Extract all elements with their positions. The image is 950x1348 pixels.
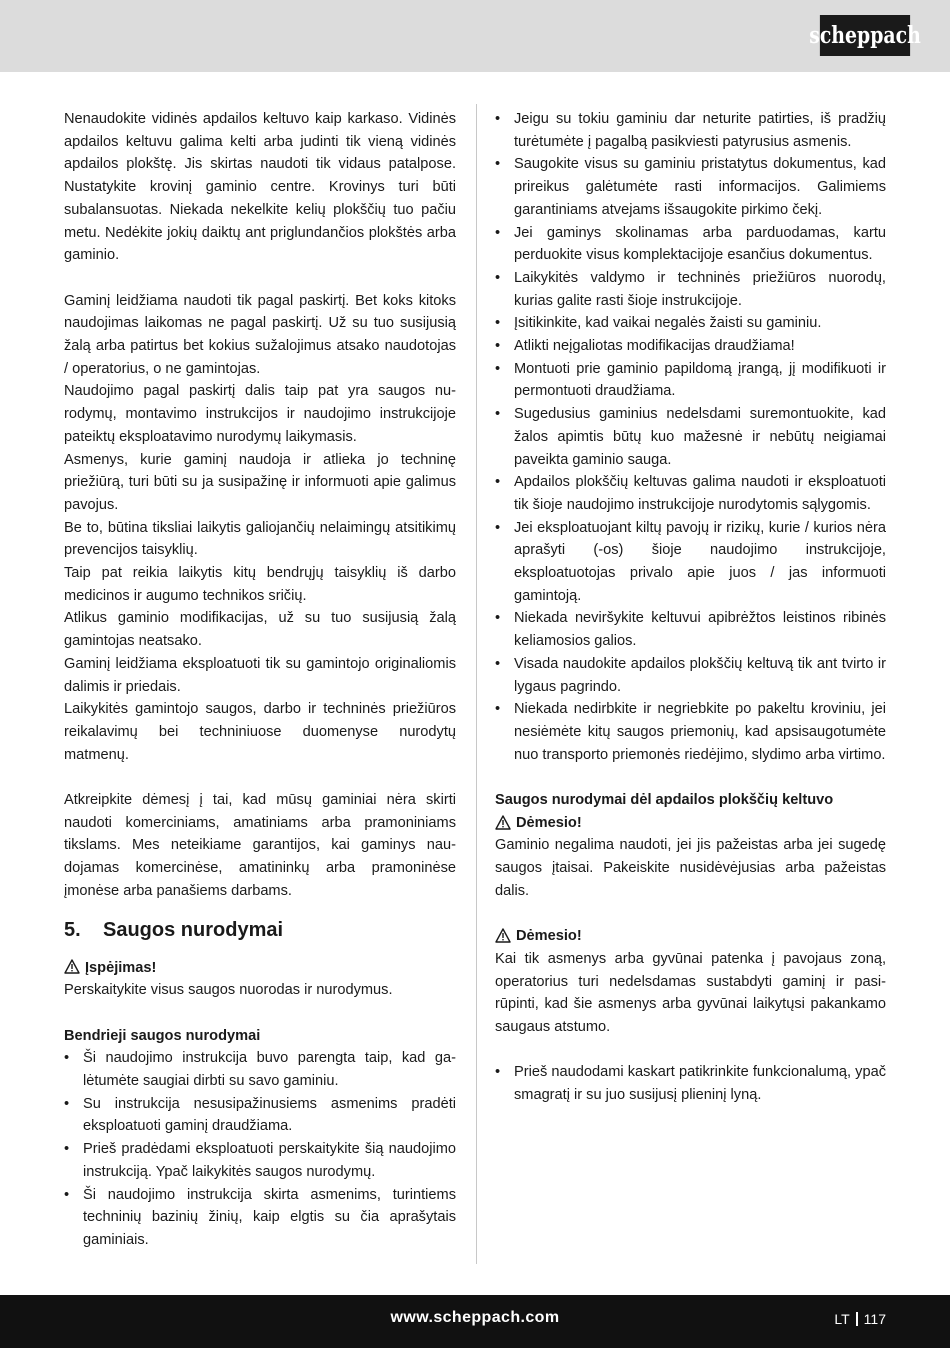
footer-band — [0, 1295, 950, 1348]
list-item: • Ši naudojimo instrukcija buvo parengta taip, kad galėtumėte saugiai dirbti su savo gaminiu. — [64, 1047, 456, 1092]
warning-icon — [495, 815, 511, 830]
header-band — [0, 0, 950, 72]
column-divider — [476, 104, 477, 1264]
paragraph: Laikykitės gamintojo saugos, darbo ir techninės priežiūros reikalavimų bei techniniuose duomenyse nurodytų matmenų. — [64, 701, 456, 763]
bullet-list — [64, 1047, 456, 1251]
attention-label: Dėmesio! — [516, 814, 582, 831]
paragraph: Taip pat reikia laikytis kitų bendrųjų taisyklių iš darbo medicinos ir augumo technikos sričių. — [64, 565, 456, 604]
scheppach-logo: scheppach — [820, 15, 910, 56]
paragraph: Gaminį leidžiama naudoti tik pagal paskirtį. Bet koks kitoks naudojimas laikomas ne pagal paskirtį. Už su tuo susijusią žalą arba patirtus bet kokius sužalojimus atsako naudotojas / operatorius, o ne gamintojas. — [64, 292, 456, 377]
page-indicator — [834, 1311, 886, 1327]
paragraph: Atkreipkite dėmesį į tai, kad mūsų gaminiai nėra skirti naudoti komerciniams, amatiniams arba pramoniniams tikslams. Mes neteikiame garantijos, kai gaminys naudojamas komercinėse, amatininkų arba pramoninėse įmonėse arba panašiems darbams. — [64, 792, 456, 899]
paragraph: Be to, būtina tiksliai laikytis galiojančių nelaimingų atsitikimų prevencijos taisyklių. — [64, 519, 456, 559]
list-item: • Prieš naudodami kaskart patikrinkite funkcionalumą, ypač smagratį ir su juo susijusį plieninį lyną. — [495, 1061, 886, 1106]
paragraph: Asmenys, kurie gaminį naudoja ir atlieka jo techninę priežiūrą, turi būti su ja susipažinę ir informuoti apie galimus pavojus. — [64, 451, 456, 513]
section-number: 5. — [64, 918, 81, 941]
list-item: • Montuoti prie gaminio papildomą įrangą, jį modifikuoti ir permontuoti draudžiama. — [495, 358, 886, 403]
attention-heading — [495, 925, 886, 948]
subheading: Saugos nurodymai dėl apdailos plokščių keltuvo — [495, 792, 834, 809]
warning-label: Įspėjimas! — [85, 959, 157, 976]
warning-icon — [64, 959, 80, 974]
list-item: • Visada naudokite apdailos plokščių keltuvą tik ant tvirto ir lygaus pagrindo. — [495, 653, 886, 698]
paragraph: Kai tik asmenys arba gyvūnai patenka į pavojaus zoną, operatorius turi nedelsdamas sustabdyti gaminį ir pasirūpinti, kad šie asmenys arba gyvūnai laikytųsi pakankamo saugaus atstumo. — [495, 950, 886, 1036]
section-heading — [64, 917, 456, 943]
section-title: Saugos nurodymai — [103, 918, 284, 941]
list-item: • Laikykitės valdymo ir techninės priežiūros nuorodų, kurias galite rasti šioje instrukcijoje. — [495, 267, 886, 312]
list-item: • Jei eksploatuojant kiltų pavojų ir rizikų, kurie / kurios nėra aprašyti (-os) šioje naudojimo instrukcijoje, eksploatuotojas privalo apie juos / jas informuoti gamintoją. — [495, 517, 886, 608]
page-number: 117 — [863, 1311, 886, 1327]
list-item: • Ši naudojimo instrukcija skirta asmenims, turintiems techninių bazinių žinių, kaip elgtis su čia aprašytais gaminiais. — [64, 1184, 456, 1252]
paragraph: Atlikus gaminio modifikacijas, už su tuo susijusią žalą gamintojas neatsako. — [64, 610, 456, 650]
attention-label: Dėmesio! — [516, 928, 582, 945]
paragraph: Gaminį leidžiama eksploatuoti tik su gamintojo originaliomis dalimis ir priedais. — [64, 655, 456, 695]
attention-heading — [495, 812, 886, 835]
warning-icon — [495, 928, 511, 943]
list-item: • Su instrukcija nesusipažinusiems asmenims pradėti eksploatuoti gaminį draudžiama. — [64, 1093, 456, 1138]
bullet-list — [495, 108, 886, 766]
list-item: • Įsitikinkite, kad vaikai negalės žaisti su gaminiu. — [495, 312, 886, 335]
list-item: • Jeigu su tokiu gaminiu dar neturite patirties, iš pradžių turėtumėte į pagalbą pasikviesti patyrusius asmenis. — [495, 108, 886, 153]
warning-text: Perskaitykite visus saugos nuorodas ir nurodymus. — [64, 982, 393, 999]
subheading: Bendrieji saugos nurodymai — [64, 1027, 261, 1044]
list-item: • Niekada neviršykite keltuvui apibrėžtos leistinos ribinės keliamosios galios. — [495, 607, 886, 652]
paragraph: Gaminio negalima naudoti, jei jis pažeistas arba jei sugedę saugos įtaisai. Pakeiskite nusidėvėjusias arba pažeistas dalis. — [495, 837, 886, 899]
list-item: • Niekada nedirbkite ir negriebkite po pakeltu kroviniu, jei nesiėmėte kitų saugos priemonių, kad apsisaugotumėte nuo transporto priemonės riedėjimo, slydimo arba virtimo. — [495, 698, 886, 766]
separator — [856, 1312, 858, 1326]
footer-url: www.scheppach.com — [390, 1309, 560, 1326]
right-column — [495, 108, 886, 1107]
bullet-list — [495, 1061, 886, 1106]
list-item: • Sugedusius gaminius nedelsdami suremontuokite, kad žalos apimtis būtų kuo mažesnė ir nebūtų neigiamai paveikta gaminio sauga. — [495, 403, 886, 471]
left-column — [64, 108, 456, 1252]
paragraph: Nenaudokite vidinės apdailos keltuvo kaip karkaso. Vidinės apdailos keltuvu galima kelti arba judinti tik vieną vidinės apdailos plokštę. Jis skirtas naudoti tik vidaus patalpose. Nustatykite krovinį gaminio centre. Krovinys turi būti subalansuotas. Niekada nekelkite kelių plokščių tuo pačiu metu. Nedėkite jokių daiktų ant priglundančios plokštės arba gaminio. — [64, 111, 456, 264]
list-item: • Saugokite visus su gaminiu pristatytus dokumentus, kad prireikus galėtumėte rasti informacijos. Galimiems garantiniams atvejams išsaugokite pirkimo čekį. — [495, 153, 886, 221]
list-item: • Apdailos plokščių keltuvas galima naudoti ir eksploatuoti tik šioje naudojimo instrukcijoje nurodytomis sąlygomis. — [495, 471, 886, 516]
language-code: LT — [834, 1311, 850, 1327]
list-item: • Atlikti neįgaliotas modifikacijas draudžiama! — [495, 335, 886, 358]
warning-heading — [64, 957, 456, 980]
list-item: • Jei gaminys skolinamas arba parduodamas, kartu perduokite visus komplektacijoje esančius dokumentus. — [495, 222, 886, 267]
paragraph: Naudojimo pagal paskirtį dalis taip pat yra saugos nurodymų, montavimo instrukcijos ir naudojimo instrukcijoje pateiktų eksploatavimo nurodymų laikymasis. — [64, 383, 456, 445]
list-item: • Prieš pradėdami eksploatuoti perskaitykite šią naudojimo instrukciją. Ypač laikykitės saugos nurodymų. — [64, 1138, 456, 1183]
